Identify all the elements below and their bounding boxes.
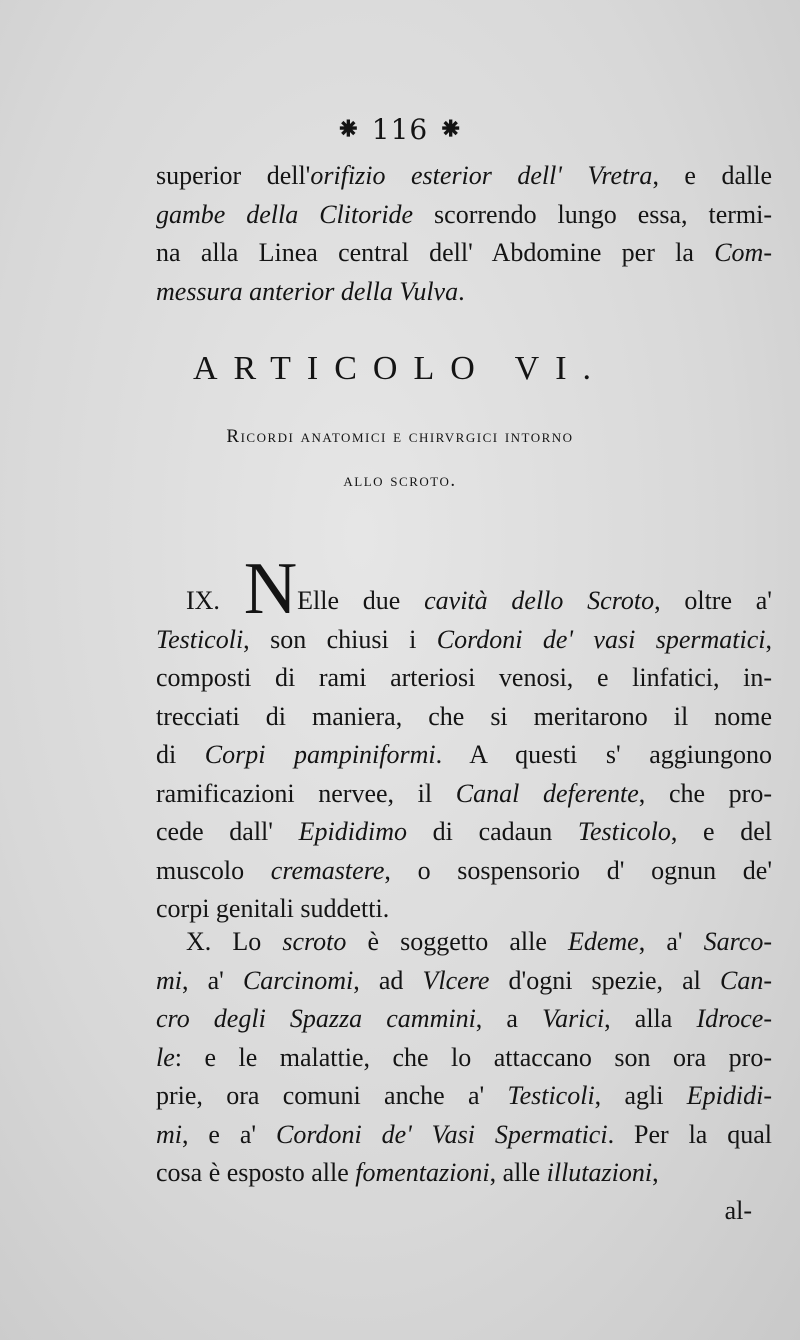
- text-run: [386, 161, 412, 190]
- ornament-right-icon: ⁕: [438, 112, 465, 147]
- text-run: , oltre a': [654, 586, 772, 615]
- text-run: Cordoni de' Vasi Spermatici: [276, 1119, 608, 1149]
- intro-line: [156, 196, 772, 235]
- paragraph-x-line: [156, 962, 772, 1001]
- text-run: X. Lo: [186, 927, 283, 956]
- text-run: . Per la qual: [607, 1119, 773, 1149]
- text-run: Edeme: [567, 927, 639, 956]
- text-run: , alla: [604, 1004, 697, 1033]
- paragraph-x: [156, 923, 772, 1193]
- text-run: cede dall': [156, 817, 299, 846]
- text-run: ,: [652, 1158, 659, 1187]
- text-run: gambe della Clitoride: [156, 199, 414, 229]
- text-run: , son chiusi i: [243, 624, 437, 654]
- text-run: Epididimo: [298, 817, 407, 846]
- text-run: Com-: [714, 238, 772, 267]
- paragraph-ix-line: [156, 621, 772, 660]
- text-run: mi: [156, 965, 182, 995]
- text-run: prie, ora comuni anche a': [156, 1081, 508, 1110]
- drop-cap: N: [243, 548, 298, 630]
- text-run: muscolo: [156, 855, 271, 885]
- paragraph-ix-line: [156, 659, 772, 698]
- text-run: Epididi-: [686, 1081, 772, 1110]
- intro-paragraph: [156, 157, 772, 311]
- paragraph-ix: [156, 548, 773, 929]
- text-run: è soggetto alle: [346, 927, 568, 956]
- text-run: , e del: [670, 817, 773, 846]
- text-run: messura anterior della Vulva: [156, 276, 459, 306]
- text-run: le: [156, 1042, 175, 1072]
- text-run: composti di rami arteriosi venosi, e linfatici, in-: [156, 663, 772, 692]
- text-run: Varici: [542, 1004, 605, 1033]
- text-run: Testicoli: [507, 1081, 595, 1110]
- text-run: , ad: [353, 965, 423, 995]
- text-run: Corpi pampiniformi: [204, 740, 436, 769]
- paragraph-ix-line: [156, 548, 772, 630]
- text-run: illutazioni: [546, 1158, 653, 1187]
- text-run: cavità dello Scroto: [424, 586, 655, 615]
- paragraph-ix-line: [156, 775, 772, 814]
- text-run: . A questi s' aggiungono: [435, 740, 772, 769]
- text-run: ramificazioni nervee, il: [156, 778, 456, 808]
- paragraph-x-line: [156, 923, 772, 962]
- text-run: Cordoni de' vasi spermatici: [436, 624, 766, 654]
- text-run: : e le malattie, che lo attaccano son ora pro-: [174, 1042, 772, 1072]
- text-run: orifizio: [310, 161, 386, 190]
- text-run: ,: [765, 624, 772, 654]
- paragraph-ix-line: [156, 736, 772, 775]
- intro-line: [156, 157, 772, 196]
- paragraph-x-line: [156, 1000, 772, 1039]
- paragraph-x-line: [156, 1039, 772, 1078]
- text-run: , a: [475, 1004, 543, 1033]
- text-run: , e a': [182, 1119, 277, 1149]
- text-run: Can-: [720, 965, 773, 995]
- catchword: al-: [724, 1196, 752, 1225]
- text-run: , a': [638, 927, 704, 956]
- text-run: fomentazioni: [355, 1158, 490, 1187]
- text-run: trecciati di maniera, che si meritarono il nome: [156, 701, 772, 731]
- paragraph-ix-line: [156, 852, 772, 891]
- text-run: .: [458, 276, 465, 306]
- text-run: di cadaun: [407, 817, 578, 846]
- text-run: Testicolo: [577, 817, 671, 846]
- text-run: Testicoli: [156, 624, 244, 654]
- text-run: cro degli Spazza cammini: [156, 1004, 476, 1033]
- text-run: , a': [182, 965, 243, 995]
- intro-line: [156, 234, 772, 273]
- paragraph-x-line: [156, 1116, 772, 1155]
- article-title: ARTICOLO VI.: [192, 350, 608, 387]
- paragraph-number: IX.: [186, 586, 244, 615]
- paragraph-x-line: [156, 1154, 772, 1193]
- page-header: [0, 112, 800, 147]
- text-run: Vlcere: [422, 965, 490, 995]
- article-subtitle-line-1: Ricordi anatomici e chirvrgici intorno: [226, 426, 574, 447]
- text-run: , e dalle: [652, 161, 772, 190]
- text-run: na alla Linea central dell' Abdomine per la: [156, 238, 715, 267]
- text-run: d'ogni spezie, al: [489, 965, 721, 995]
- text-run: Elle due: [297, 586, 425, 615]
- text-run: Sarco-: [703, 927, 772, 956]
- paragraph-ix-line: [156, 813, 772, 852]
- text-run: esterior dell' Vretra: [411, 161, 653, 190]
- text-run: superior dell': [156, 161, 311, 190]
- page-number: 116: [371, 113, 429, 146]
- text-run: Canal deferente: [455, 778, 639, 808]
- intro-line: [156, 273, 772, 312]
- paragraph-x-line: [156, 1077, 772, 1116]
- text-run: mi: [156, 1119, 182, 1149]
- text-run: Idroce-: [696, 1004, 772, 1033]
- ornament-left-icon: ⁕: [335, 112, 362, 147]
- text-run: corpi genitali suddetti.: [156, 894, 390, 923]
- text-run: , o sospensorio d' ognun de': [384, 855, 773, 885]
- paragraph-ix-line: [156, 698, 772, 737]
- article-subtitle-line-2: allo scroto.: [343, 470, 457, 491]
- text-run: di: [156, 740, 205, 769]
- text-run: cosa è esposto alle: [156, 1158, 356, 1187]
- text-run: scroto: [282, 927, 347, 956]
- text-run: , alle: [489, 1158, 547, 1187]
- text-run: , agli: [594, 1081, 687, 1110]
- text-run: scorrendo lungo essa, termi-: [413, 199, 772, 229]
- text-run: cremastere: [270, 855, 385, 885]
- text-run: Carcinomi: [242, 965, 354, 995]
- text-run: , che pro-: [638, 778, 772, 808]
